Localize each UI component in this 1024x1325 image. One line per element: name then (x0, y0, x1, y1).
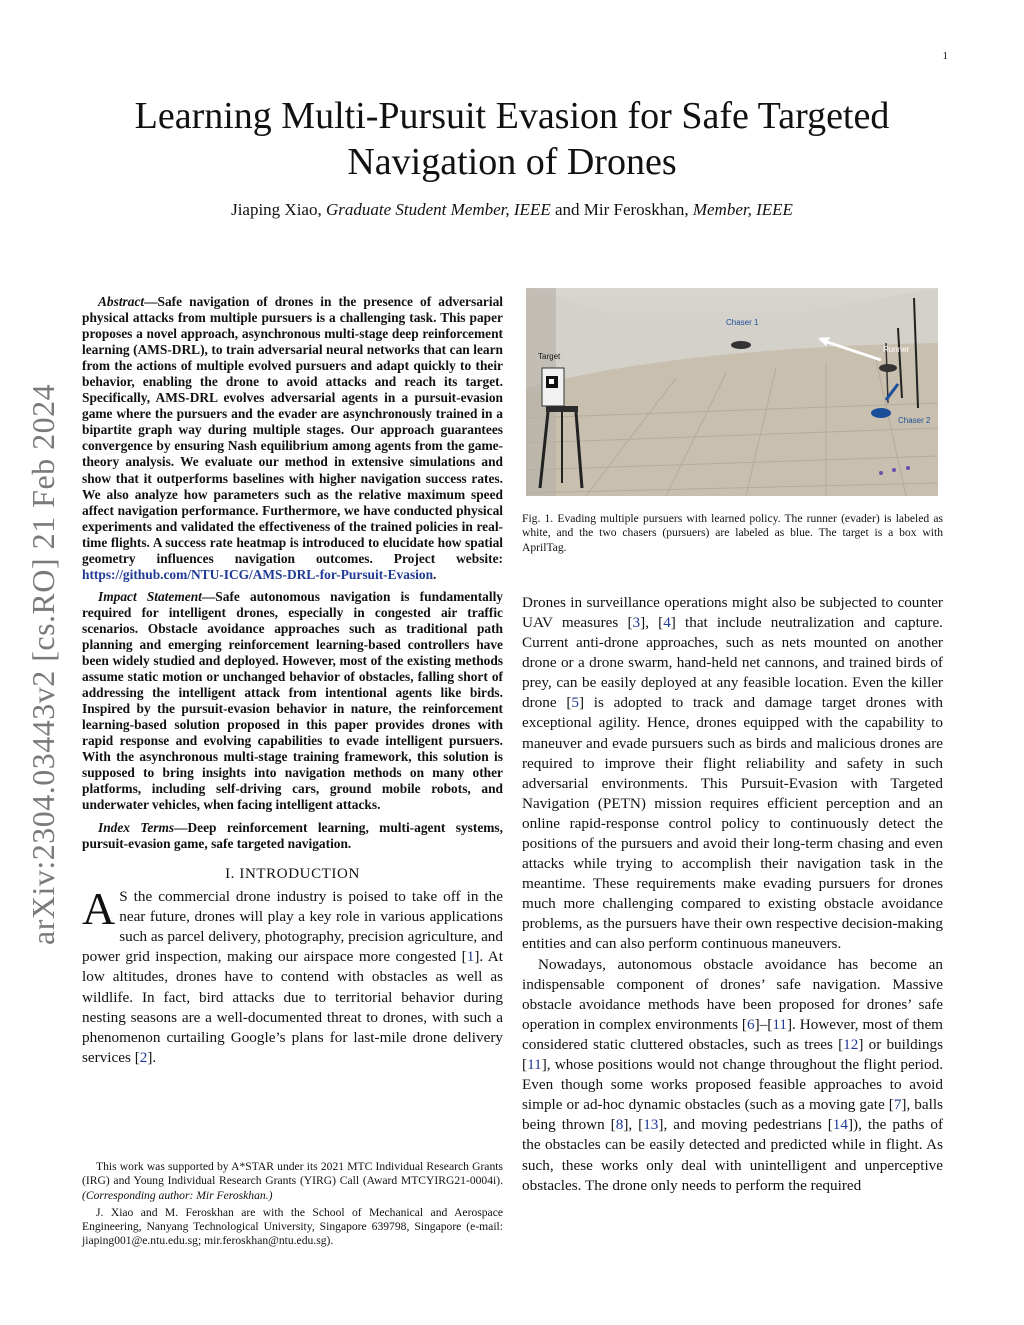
citation-link[interactable]: 14 (832, 1116, 848, 1134)
introduction-continued (522, 593, 943, 1196)
author-line (0, 200, 1024, 220)
author-1-name: Jiaping Xiao, (231, 200, 322, 219)
introduction-paragraph (82, 882, 503, 1069)
index-terms-lead: Index Terms (98, 819, 175, 835)
impact-statement-section (82, 589, 503, 814)
citation-link[interactable]: 3 (632, 613, 641, 631)
paper-title (0, 93, 1024, 185)
figure-1-caption (522, 512, 943, 555)
impact-text: —Safe autonomous navigation is fundamentally required for intelligent drones, especially in congested air traffic scenarios. Obstacle avoidance approaches such as traditional path planning and emerging reinforcement learning-based controllers have been widely studied and deployed. However, most of the existing methods assume static motion or unchanged behavior of obstacles, falling short of addressing the intelligent attack from intentional agents like birds. Inspired by the pursuit-evasion behavior in nature, the reinforcement learning-based solution proposed in this paper provides drones with rapid response and evolving capabilities to evade intelligent pursuers. With the asynchronous multi-stage training framework, this solution is supposed to bring insights into navigation methods on many other platforms, including self-driving cars, ground mobile robots, and underwater vehicles, when facing intelligent attacks. (82, 588, 503, 813)
body-text: Nowadays, autonomous obstacle avoidance has become an indispensable component of drones’ safe navigation. Massive obstacle avoidance methods have been proposed for drones’ safe operation in complex environments [ (522, 955, 943, 1033)
author-2-name: Mir Feroskhan, (583, 200, 689, 219)
citation-link[interactable]: 6 (747, 1015, 755, 1033)
affiliation-footnote: J. Xiao and M. Feroskhan are with the School of Mechanical and Aerospace Engineering, Nanyang Technological University, Singapore 639798, Singapore (e-mail: jiaping001@e.ntu.edu.sg; mir.feroskhan@ntu.edu.sg). (82, 1205, 503, 1248)
left-column (82, 294, 503, 1068)
figure-caption-text: Evading multiple pursuers with learned policy. The runner (evader) is labeled as white, and the two chasers (pursuers) are labeled as blue. The target is a box with AprilTag. (522, 512, 943, 554)
citation-link[interactable]: 11 (527, 1056, 542, 1074)
title-line-1: Learning Multi-Pursuit Evasion for Safe Targeted (134, 95, 890, 137)
author-conjunction: and (554, 200, 580, 219)
title-line-2: Navigation of Drones (347, 141, 677, 183)
intro-text-a: S the commercial drone industry is poised to take off in the near future, drones will play a key role in various applications such as parcel delivery, photography, precision agriculture, and power grid inspection, making our airspace more congested [ (82, 887, 503, 966)
citation-link[interactable]: 12 (843, 1035, 859, 1053)
body-text: ] or buildings [ (522, 1035, 943, 1074)
section-heading-introduction: I. INTRODUCTION (225, 865, 360, 882)
figure-label-chaser-2: Chaser 2 (898, 416, 931, 425)
intro-text-b: ]. At low altitudes, drones have to contend with obstacles as well as wildlife. In fact, bird attacks due to territorial behavior during nesting seasons are a well-documented threat to drones, with such a phenomenon curtailing Google’s plans for last-mile drone delivery services [ (82, 948, 503, 1067)
body-text: ]–[ (754, 1015, 773, 1033)
citation-link[interactable]: 4 (663, 613, 671, 631)
abstract-lead: Abstract (98, 294, 145, 309)
project-website-link[interactable]: https://github.com/NTU-ICG/AMS-DRL-for-Pursuit-Evasion (82, 566, 434, 582)
abstract-end: . (433, 566, 437, 582)
citation-link[interactable]: 2 (139, 1049, 148, 1067)
body-text: Drones in surveillance operations might also be subjected to counter UAV measures [ (522, 593, 943, 631)
author-1-role: Graduate Student Member, IEEE (325, 200, 551, 219)
citation-link[interactable]: 13 (643, 1116, 659, 1134)
funding-footnote-text: This work was supported by A*STAR under its 2021 MTC Individual Research Grants (IRG) and Young Individual Research Grants (YIRG) Call (Award MTCYIRG21-0004i). (82, 1160, 503, 1188)
body-text: ]), the paths of the obstacles can be easily detected and predicted while in flight. As such, these works only deal with unintelligent and unperceptive obstacles. The drone only needs to perform the required (522, 1116, 943, 1194)
body-text: ], whose positions would not change throughout the flight period. Even though some works proposed feasible approaches to avoid simple or ad-hoc dynamic obstacles (such as a moving gate [ (522, 1056, 943, 1114)
body-text: ], and moving pedestrians [ (658, 1116, 833, 1134)
citation-link[interactable]: 5 (571, 694, 579, 712)
body-text: ] is adopted to track and damage target drones with exceptional agility. Hence, drones equipped with the capability to maneuver and evade pursuers such as birds and malicious drones are required to improve their flight reliability and safety in such adversarial environments. This Pursuit-Evasion with Targeted Navigation (PETN) mission requires efficient perception and an online rapid-response control policy to continuously detect the positions of the pursuers and avoid their long-term chasing and even attacks while trying to accomplish their navigation task in the meantime. These requirements make evading pursuers for drones much more challenging compared to existing obstacle avoidance problems, as the pursuers have their own respective decision-making entities and can also perform continuous maneuvers. (522, 694, 944, 953)
citation-link[interactable]: 11 (772, 1015, 787, 1033)
body-text: ] that include neutralization and capture. Current anti-drone approaches, such as nets mounted on another drone or a drone swarm, hand-held net cannons, and trained birds of prey, can be easily deployed at any feasible location. Even the killer drone [ (522, 613, 943, 712)
right-column (522, 288, 943, 1196)
figure-label-chaser-1: Chaser 1 (726, 318, 759, 327)
body-text: ], balls being thrown [ (522, 1096, 943, 1134)
drop-cap: A (82, 882, 116, 934)
citation-link[interactable]: 7 (893, 1096, 902, 1114)
author-2-role: Member, IEEE (692, 200, 793, 219)
footnotes (82, 1160, 503, 1252)
funding-footnote (82, 1160, 503, 1203)
figure-label-runner: Runner (883, 345, 910, 354)
body-text: ]. However, most of them considered static cluttered obstacles, such as trees [ (522, 1015, 943, 1053)
paragraph-counter-uav (522, 593, 943, 955)
abstract-text: —Safe navigation of drones in the presence of adversarial physical attacks from multiple pursuers is a challenging task. This paper proposes a novel approach, asynchronous multi-stage deep reinforcement learning (AMS-DRL), to train adversarial neural networks that can learn from the actions of multiple evolved pursuers and adapt quickly to their behavior, enabling the drone to avoid attacks and reach its target. Specifically, AMS-DRL evolves adversarial agents in a pursuit-evasion game where the pursuers and the evader are asynchronously trained in a bipartite graph way during multiple stages. Our approach guarantees convergence by ensuring Nash equilibrium among agents from the game-theory analysis. We evaluate our method in extensive simulations and show that it outperforms baselines with higher navigation success rates. We also analyze how parameters such as the relative maximum speed affect navigation performance. Furthermore, we have conducted physical experiments and validated the effectiveness of the trained policies in real-time flights. A success rate heatmap is introduced to elucidate how spatial geometry influences navigation outcomes. Project website: (82, 294, 503, 566)
paragraph-obstacle-avoidance (522, 955, 943, 1196)
figure-1-photo (526, 288, 938, 496)
body-text: ], [ (623, 1116, 644, 1134)
figure-caption-label: Fig. 1. (522, 512, 554, 525)
figure-label-target: Target (538, 352, 561, 361)
abstract-section (82, 294, 503, 583)
citation-link[interactable]: 8 (615, 1116, 624, 1134)
page-number: 1 (942, 50, 948, 62)
corresponding-author-note: (Corresponding author: Mir Feroskhan.) (82, 1188, 273, 1202)
intro-text-c: ]. (147, 1049, 157, 1067)
index-terms-section (82, 820, 503, 852)
impact-lead: Impact Statement (98, 588, 202, 604)
body-text: ], [ (640, 613, 664, 631)
citation-link[interactable]: 1 (466, 948, 475, 966)
index-terms-text: —Deep reinforcement learning, multi-agent systems, pursuit-evasion game, safe targeted navigation. (82, 819, 503, 851)
arxiv-identifier-stamp: arXiv:2304.03443v2 [cs.RO] 21 Feb 2024 (25, 383, 61, 945)
